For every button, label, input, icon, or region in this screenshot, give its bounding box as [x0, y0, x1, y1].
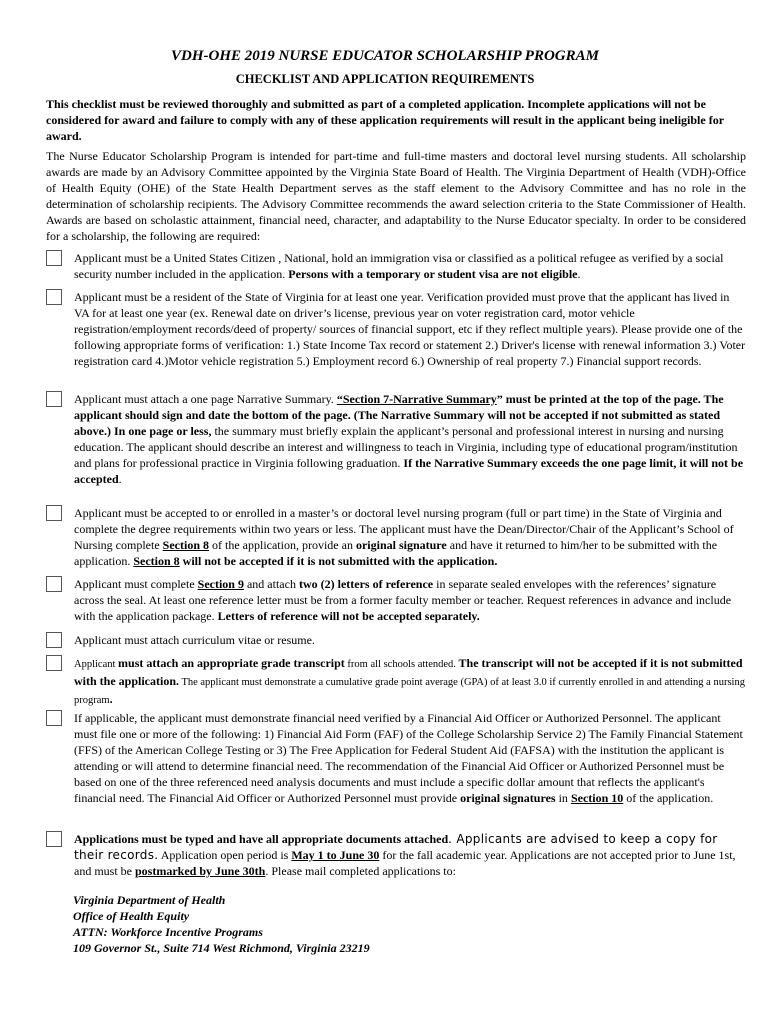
checklist-item-residency: [46, 289, 746, 369]
document-subtitle: CHECKLIST AND APPLICATION REQUIREMENTS: [235, 72, 535, 86]
checklist-item-citizenship: [46, 250, 746, 282]
item-text: Applications must be typed and have all appropriate documents attached. Applicants are advised to keep a copy for their records. Application open period is May 1 to June 30 for the fall academic year. Applications are not accepted prior to June 1st, and must be postmarked by June 30th. Please mail completed applications to:: [74, 832, 736, 878]
address-line-2: Office of Health Equity: [73, 909, 190, 923]
item-text: Applicant must attach an appropriate grade transcript from all schools attended. The transcript will not be accepted if it is not submitted with the application. The applicant must demonstrate a cumulative grade point average (GPA) of at least 3.0 if currently enrolled in and attending a nursing program.: [74, 656, 745, 706]
checklist-item-typed-application: [46, 831, 746, 879]
document-title: VDH-OHE 2019 NURSE EDUCATOR SCHOLARSHIP PROGRAM: [170, 48, 599, 64]
address-line-1: Virginia Department of Health: [73, 893, 226, 907]
checklist-item-transcript: [46, 655, 746, 709]
checkbox-references[interactable]: [46, 576, 62, 592]
checkbox-financial-need[interactable]: [46, 710, 62, 726]
checkbox-typed-application[interactable]: [46, 831, 62, 847]
checkbox-narrative[interactable]: [46, 391, 62, 407]
address-line-4: 109 Governor St., Suite 714 West Richmond, Virginia 23219: [73, 941, 370, 955]
item-text: Applicant must be accepted to or enrolled in a master’s or doctoral level nursing program (full or part time) in the State of Virginia and complete the degree requirements within two years or less. The applicant must have the Dean/Director/Chair of the Applicant’s School of Nursing complete Section 8 of the application, provide an original signature and have it returned to him/her to be submitted with the application. Section 8 will not be accepted if it is not submitted with the application.: [74, 506, 734, 568]
checkbox-residency[interactable]: [46, 289, 62, 305]
checklist-item-references: [46, 576, 746, 624]
item-text: If applicable, the applicant must demonstrate financial need verified by a Financial Aid Officer or Authorized Personnel. The applicant must file one or more of the following: 1) Financial Aid Form (FAF) of the College Scholarship Service 2) The Family Financial Statement (FFS) of the American College Testing or 3) The Free Application for Federal Student Aid (FAFSA) with the institution the applicant is attending or will attend to determine financial need. The recommendation of the Financial Aid Officer or Authorized Personnel must be based on one of the three referenced need analysis documents and must include a specific dollar amount that reflects the applicant's financial need. The Financial Aid Officer or Authorized Personnel must provide original signatures in Section 10 of the application.: [74, 711, 743, 805]
checkbox-cv[interactable]: [46, 632, 62, 648]
checkbox-enrollment[interactable]: [46, 505, 62, 521]
checkbox-citizenship[interactable]: [46, 250, 62, 266]
item-text: Applicant must be a United States Citizen , National, hold an immigration visa or classified as a political refugee as verified by a social security number included in the application. Persons with a temporary or student visa are not eligible.: [74, 251, 724, 281]
address-line-3: ATTN: Workforce Incentive Programs: [73, 925, 263, 939]
warning-paragraph: This checklist must be reviewed thoroughly and submitted as part of a completed application. Incomplete applications will not be considered for award and failure to comply with any of these application requirements will result in the applicant being ineligible for award.: [46, 97, 724, 143]
item-text: Applicant must be a resident of the State of Virginia for at least one year. Verification provided must prove that the applicant has lived in VA for at least one year (ex. Renewal date on driver’s license, previous year on voter registration card, motor vehicle registration/employment records/deed of property/ sources of financial support, etc if they reflect multiple years). Please provide one of the following appropriate forms of verification: 1.) State Income Tax record or statement 2.) Driver's license with renewal information 3.) Voter registration card 4.)Motor vehicle registration 5.) Employment record 6.) Ownership of real property 7.) Financial support records.: [74, 290, 746, 368]
item-text: Applicant must complete Section 9 and attach two (2) letters of reference in separate sealed envelopes with the references’ signature across the seal. At least one reference letter must be from a former faculty member or teacher. Request references in advance and include with the application package. Letters of reference will not be accepted separately.: [74, 577, 732, 623]
mailing-address: [73, 892, 370, 956]
checklist-item-cv: [46, 632, 746, 648]
checklist-item-enrollment: [46, 505, 746, 569]
checkbox-transcript[interactable]: [46, 655, 62, 671]
item-text: Applicant must attach a one page Narrative Summary. “Section 7-Narrative Summary” must be printed at the top of the page. The applicant should sign and date the bottom of the page. (The Narrative Summary will not be accepted if not submitted as stated above.) In one page or less, the summary must briefly explain the applicant’s personal and professional interest in nursing and nursing education. The applicant should describe an interest and willingness to teach in Virginia, including type of educational program/institution and plans for professional practice in Virginia following graduation. If the Narrative Summary exceeds the one page limit, it will not be accepted.: [74, 392, 744, 486]
intro-paragraph: The Nurse Educator Scholarship Program is intended for part-time and full-time masters and doctoral level nursing students. All scholarship awards are made by an Advisory Committee appointed by the Virginia State Board of Health. The Virginia Department of Health (VDH)-Office of Health Equity (OHE) of the State Health Department serves as the staff element to the Advisory Committee and has no role in the determination of scholarship recipients. The Advisory Committee recommends the award selection criteria to the State Commissioner of Health. Awards are based on scholastic attainment, financial need, character, and adaptability to the Nurse Educator specialty. In order to be considered for a scholarship, the following are required:: [46, 149, 746, 243]
checklist-item-financial-need: [46, 710, 746, 806]
item-text: Applicant must attach curriculum vitae or resume.: [74, 633, 315, 647]
checklist-item-narrative: [46, 391, 746, 487]
